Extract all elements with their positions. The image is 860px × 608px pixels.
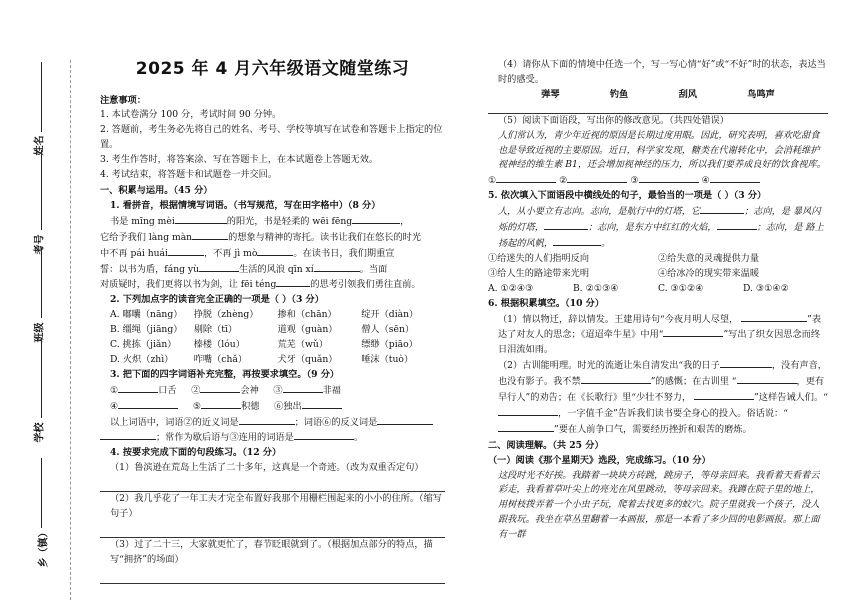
town-label: 乡（镇） xyxy=(38,527,50,568)
answer-line[interactable] xyxy=(100,478,445,492)
q6-blank[interactable] xyxy=(581,374,651,384)
q4-5-mark: ④ xyxy=(701,175,710,187)
q4-5-stem: （5）阅读下面语段，写出你的修改意见。（共四处错误） xyxy=(498,114,729,126)
q4-part2: （2）我几乎花了一年工夫才完全布置好我那个用栅栏围起来的小小的住所。（缩写句子） xyxy=(110,493,442,520)
q5-text-part: ；志向，是东方中红红的火焰， xyxy=(587,222,717,234)
q1-blank[interactable] xyxy=(352,214,400,224)
q1-line1 xyxy=(100,214,445,230)
q1-text: 书是 mīng mèi xyxy=(110,215,175,227)
q4-part1: （1）鲁滨逊在荒岛上生活了二十多年，这真是一个奇迹。（改为双重否定句） xyxy=(110,462,424,474)
q3-blank[interactable] xyxy=(239,415,295,425)
q4-5-mark: ② xyxy=(559,175,568,187)
q5-text-part: 人，从小要立有志向。志向，是航行中的灯塔，它 xyxy=(498,206,701,218)
scene-option[interactable]: 钓鱼 xyxy=(609,88,629,100)
q6-stem: 6. 根据积累填空。（10 分） xyxy=(488,297,605,309)
school-label: 学校 xyxy=(34,422,46,443)
q2-option: 挣脱（zhèng） xyxy=(193,309,259,321)
q6-blank[interactable] xyxy=(741,312,807,322)
right-column xyxy=(488,58,828,543)
q1-blank[interactable] xyxy=(276,277,310,287)
q5-choice[interactable]: D. ③①④② xyxy=(743,282,789,294)
q3-num: ⑤ xyxy=(192,400,202,412)
q1-text: ， xyxy=(400,215,410,227)
q2-option: 榛楼（lóu） xyxy=(193,339,245,351)
q6-text: ，更有早行人”的劝告；在《长歌行》里“少壮不努力， xyxy=(498,376,825,404)
q3-text2 xyxy=(100,430,445,446)
q3-blank[interactable] xyxy=(100,430,156,440)
q5-blank[interactable] xyxy=(717,220,757,230)
q3-word: 非福 xyxy=(322,384,341,396)
q1-text: 的思考引领我们勇往直前。 xyxy=(310,279,421,291)
scene-option[interactable]: 弹琴 xyxy=(541,88,560,100)
q4-part3: （3）过了二十三，大家就更忙了，春节眨眼就到了。（根据加点部分的特点，描写“拥挤”的场面） xyxy=(110,539,433,565)
q4-5-blank[interactable] xyxy=(710,173,760,183)
reading-passage: 这段时光不好挨。我踏着一块块方砖跳，跳房子，等母亲回来。我看着天看着云彩走，我看着草叶尖上的亮光在风里跳动，等母亲回来。我蹲在院子里的地上，用树枝拨弄着一个小虫子玩，爬着去找更多的蚁穴。院子里就我一个孩子，没人跟我玩。我坐在草丛里翻着一本画报，那是一本看了多少回的电影画报。那上面有一群 xyxy=(498,469,820,541)
q4-5-mark: ① xyxy=(488,175,497,187)
q6-blank[interactable] xyxy=(694,390,754,400)
q5-text xyxy=(488,204,828,252)
q3-num: ③ xyxy=(273,384,283,396)
q1-text: 的想象与精神的寄托。读书让我们在悠长的时光 xyxy=(228,231,422,243)
section1-heading: 一、积累与运用。（45 分） xyxy=(100,184,213,196)
q5-items xyxy=(488,252,828,282)
q2-option: 荒芜（wǔ） xyxy=(277,339,329,351)
q2-option: 剔除（tī） xyxy=(193,324,238,336)
q4-4-scenes xyxy=(488,88,828,103)
class-label: 班级 xyxy=(34,322,46,343)
q3-num: ① xyxy=(110,384,119,396)
q6-blank[interactable] xyxy=(498,406,558,416)
q1-line3 xyxy=(100,246,445,262)
q1-text: 。当面 xyxy=(359,263,388,275)
q6-blank[interactable] xyxy=(663,327,723,337)
q6-text: ，一字值千金”告诉我们读书要全身心的投入。俗话说：“ xyxy=(558,407,788,419)
q3-row1 xyxy=(100,383,445,399)
q3-blank[interactable] xyxy=(283,383,323,393)
q5-blank[interactable] xyxy=(700,204,744,214)
q3-blank[interactable] xyxy=(302,399,342,409)
q2-option: 犬牙（quǎn） xyxy=(277,353,338,365)
q3-blank[interactable] xyxy=(294,430,354,440)
q6-blank[interactable] xyxy=(498,422,554,432)
q1-text: 对质疑时，我们更将以书为剑，让 fēi téng xyxy=(100,279,277,291)
q2-option: 道观（guàn） xyxy=(277,324,338,336)
q5-text-part: ；志向，是 xyxy=(744,206,791,218)
number-label: 考号 xyxy=(34,234,46,255)
q1-line5 xyxy=(100,277,445,293)
name-label: 姓名 xyxy=(34,135,46,156)
q5-choice[interactable]: B. ②①③④ xyxy=(573,282,619,294)
q5-blank[interactable] xyxy=(553,236,601,246)
town-field[interactable] xyxy=(41,458,42,528)
q1-text: 。在读书日，我们期重宣 xyxy=(293,247,395,259)
answer-line[interactable] xyxy=(488,105,828,114)
q3-blank[interactable] xyxy=(201,399,241,409)
q5-choices xyxy=(488,282,828,297)
q5-item: ③给人生的路途带来光明 xyxy=(488,267,590,279)
answer-line[interactable] xyxy=(100,570,445,584)
q2-options xyxy=(100,308,445,368)
q3-num: ② xyxy=(191,384,201,396)
scene-option[interactable]: 刮风 xyxy=(678,88,697,100)
q1-text: 誓：以书为盾，fáng yù xyxy=(100,263,200,275)
q1-blank[interactable] xyxy=(175,214,227,224)
q1-blank[interactable] xyxy=(199,262,239,272)
q2-option: 掺和（chān） xyxy=(277,309,337,321)
q6-text: ，没有声音，也没有影子。我不禁 xyxy=(498,360,827,388)
q6-text: ”这样告诫人们。 xyxy=(754,392,824,404)
q2-option[interactable]: D. 火炽（zhì） xyxy=(110,353,174,365)
left-column xyxy=(100,0,445,584)
q6-text: ”写出了织女因思念而终日泪流如雨。 xyxy=(498,329,821,356)
binding-dashed-line xyxy=(70,60,71,600)
q1-line2 xyxy=(100,230,445,246)
q2-option: 僧人（sēn） xyxy=(361,324,415,336)
q6-text: （1）情以物迁，辞以情发。王建用诗句“今夜月明人尽望， xyxy=(498,313,739,325)
q1-blank[interactable] xyxy=(257,246,293,256)
q3-text: ；常作为歇后语与③连用的词语是 xyxy=(156,432,294,444)
q3-text: 以上词语中，词语②的近义词是 xyxy=(110,416,239,428)
q4-5-answers xyxy=(488,173,828,189)
q2-option: 咋嘴（chǎ） xyxy=(193,353,248,365)
q2-option: 绽开（diàn） xyxy=(361,309,419,321)
name-field[interactable] xyxy=(41,62,42,132)
q6-text: （2）古训能明理。时光的流逝让朱自清发出“我的日子 xyxy=(498,360,720,372)
q2-option[interactable]: A. 嘟囔（nāng） xyxy=(110,309,183,321)
q5-text-part: 。 xyxy=(601,237,611,249)
note-item: 3. 考生作答时，将答案涂、写在答题卡上，在本试题卷上答题无效。 xyxy=(100,154,379,166)
section2-heading: 二、阅读理解。（共 25 分） xyxy=(488,439,604,451)
q5-item: ②给失意的灵魂提供力量 xyxy=(658,252,760,264)
q5-item: ①给迷失的人们指明反向 xyxy=(488,252,590,264)
page-title: 2025 年 4 月六年级语文随堂练习 xyxy=(135,59,410,79)
q3-word: 会神 xyxy=(240,384,259,396)
q6-blank[interactable] xyxy=(737,374,797,384)
q3-blank[interactable] xyxy=(118,383,158,393)
q3-text: ；词语⑥的反义词是 xyxy=(294,416,378,428)
q4-5-mark: ③ xyxy=(630,175,639,187)
note-item: 1. 本试卷满分 100 分，考试时间 90 分钟。 xyxy=(100,109,282,121)
q4-5-blank[interactable] xyxy=(639,173,699,183)
q4-5-text: 人们常认为，青少年近视的原因是长期过度用眼。因此，研究表明，喜欢吃甜食也是导致近视的主要原因。近日，科学家发现，糖类在代谢转化中，会消耗维护视神经的维生素 B1，还会增加视神经的压力，所以我们要养成良好的饮食视库。 xyxy=(498,129,826,171)
q1-blank[interactable] xyxy=(168,246,204,256)
q5-item: ④给冰冷的现实带来温暖 xyxy=(658,267,760,279)
q1-text: 它给予我们 làng màn xyxy=(100,231,193,243)
notes-heading: 注意事项： xyxy=(100,94,146,106)
q1-blank[interactable] xyxy=(192,230,228,240)
q5-text-part: ；志向，是 xyxy=(756,222,803,234)
q1-stem: 1. 看拼音，根据情境写词语。（书写规范，写在田字格中）（8 分） xyxy=(110,199,381,211)
q4-5-blank[interactable] xyxy=(496,173,556,183)
number-field[interactable] xyxy=(41,150,42,230)
q5-choice[interactable]: A. ①②④③ xyxy=(488,282,534,294)
q1-text: 的阳光，书是轻柔的 wēi fēng xyxy=(226,215,353,227)
q3-word: 口舌 xyxy=(158,384,177,396)
q1-line4 xyxy=(100,262,445,278)
q3-num: ④ xyxy=(110,400,119,412)
q2-option[interactable]: C. 挑拣（jiǎn） xyxy=(110,339,177,351)
q2-option[interactable]: B. 缰绳（jiāng） xyxy=(110,324,183,336)
class-field[interactable] xyxy=(41,248,42,318)
q1-text: ，不再 jì mò xyxy=(203,247,258,259)
scene-option[interactable]: 鸟鸣声 xyxy=(747,88,775,100)
q1-blank[interactable] xyxy=(314,262,360,272)
q2-option: 缥缈（piāo） xyxy=(361,339,418,351)
q2-option: 唾沫（tuò） xyxy=(361,353,414,365)
q2-stem: 2. 下列加点字的读音完全正确的一项是（ ）（3 分） xyxy=(110,294,324,306)
q6-part1 xyxy=(488,312,828,359)
q6-text: ”要在人前争口气，需要经历挫折和艰苦的磨炼。 xyxy=(554,423,752,435)
note-item: 4. 考试结束，将答题卡和试题卷一并交回。 xyxy=(100,169,278,181)
q4-5-blank[interactable] xyxy=(567,173,627,183)
q6-text: ”表达了对友人的思念；《迢迢牵牛星》中用“ xyxy=(498,313,822,341)
q1-text: 生活的风浪 qīn xí xyxy=(239,263,314,275)
q6-blank[interactable] xyxy=(720,358,772,368)
note-item: 2. 答题前，考生务必先将自己的姓名、考号、学校等填写在试卷和答题卡上指定的位置。 xyxy=(100,124,443,151)
answer-line[interactable] xyxy=(100,524,445,538)
q5-stem: 5. 依次填入下面语段中横线处的句子，最恰当的一项是（ ）（3 分） xyxy=(488,190,767,202)
q5-text-part: 暴风闪烁的灯塔， xyxy=(498,206,821,234)
q5-blank[interactable] xyxy=(544,220,588,230)
school-field[interactable] xyxy=(41,338,42,418)
q4-stem: 4. 按要求完成下面的句段练习。（12 分） xyxy=(110,447,282,459)
q6-part2: （2）古训能明理。时光的流逝让朱自清发出“我的日子 ，没有声音，也没有影子。我不禁 ”的感慨；在古训里 “ ，更有早行人”的劝告；在《长歌行》里“少壮不努力， ”这样告诫人们。“，一字值千金”告诉我们读书要全身心的投入。俗话说：“”要在人前争口气，需要经历挫折和艰苦的磨炼。 xyxy=(498,360,828,435)
q3-word: ⑥独出 xyxy=(274,400,302,412)
q3-text1 xyxy=(100,415,445,431)
q6-text: ”的感慨；在古训里 xyxy=(650,376,729,388)
section2-sub: （一）阅读《那个星期天》选段，完成练习。（10 分） xyxy=(488,454,711,466)
q3-text: 。 xyxy=(353,432,363,444)
q3-blank[interactable] xyxy=(377,415,433,425)
q3-stem: 3. 把下面的四字词语补充完整，再按要求填空。（9 分） xyxy=(110,368,340,380)
q3-blank[interactable] xyxy=(200,383,240,393)
q5-choice[interactable]: C. ③①②④ xyxy=(658,282,704,294)
q3-blank[interactable] xyxy=(118,399,178,409)
q5-text-part: 路上扬起的风帆， xyxy=(498,222,824,249)
q3-word: 积德 xyxy=(241,400,260,412)
binding-strip xyxy=(0,0,88,608)
q3-row2 xyxy=(100,399,445,415)
q1-text: 中不再 pái huái xyxy=(100,247,168,259)
q4-4-stem: （4）请你从下面的情境中任选一个，写一写心情“好”或“不好”时的状态，表达当时的感受。 xyxy=(498,59,826,85)
